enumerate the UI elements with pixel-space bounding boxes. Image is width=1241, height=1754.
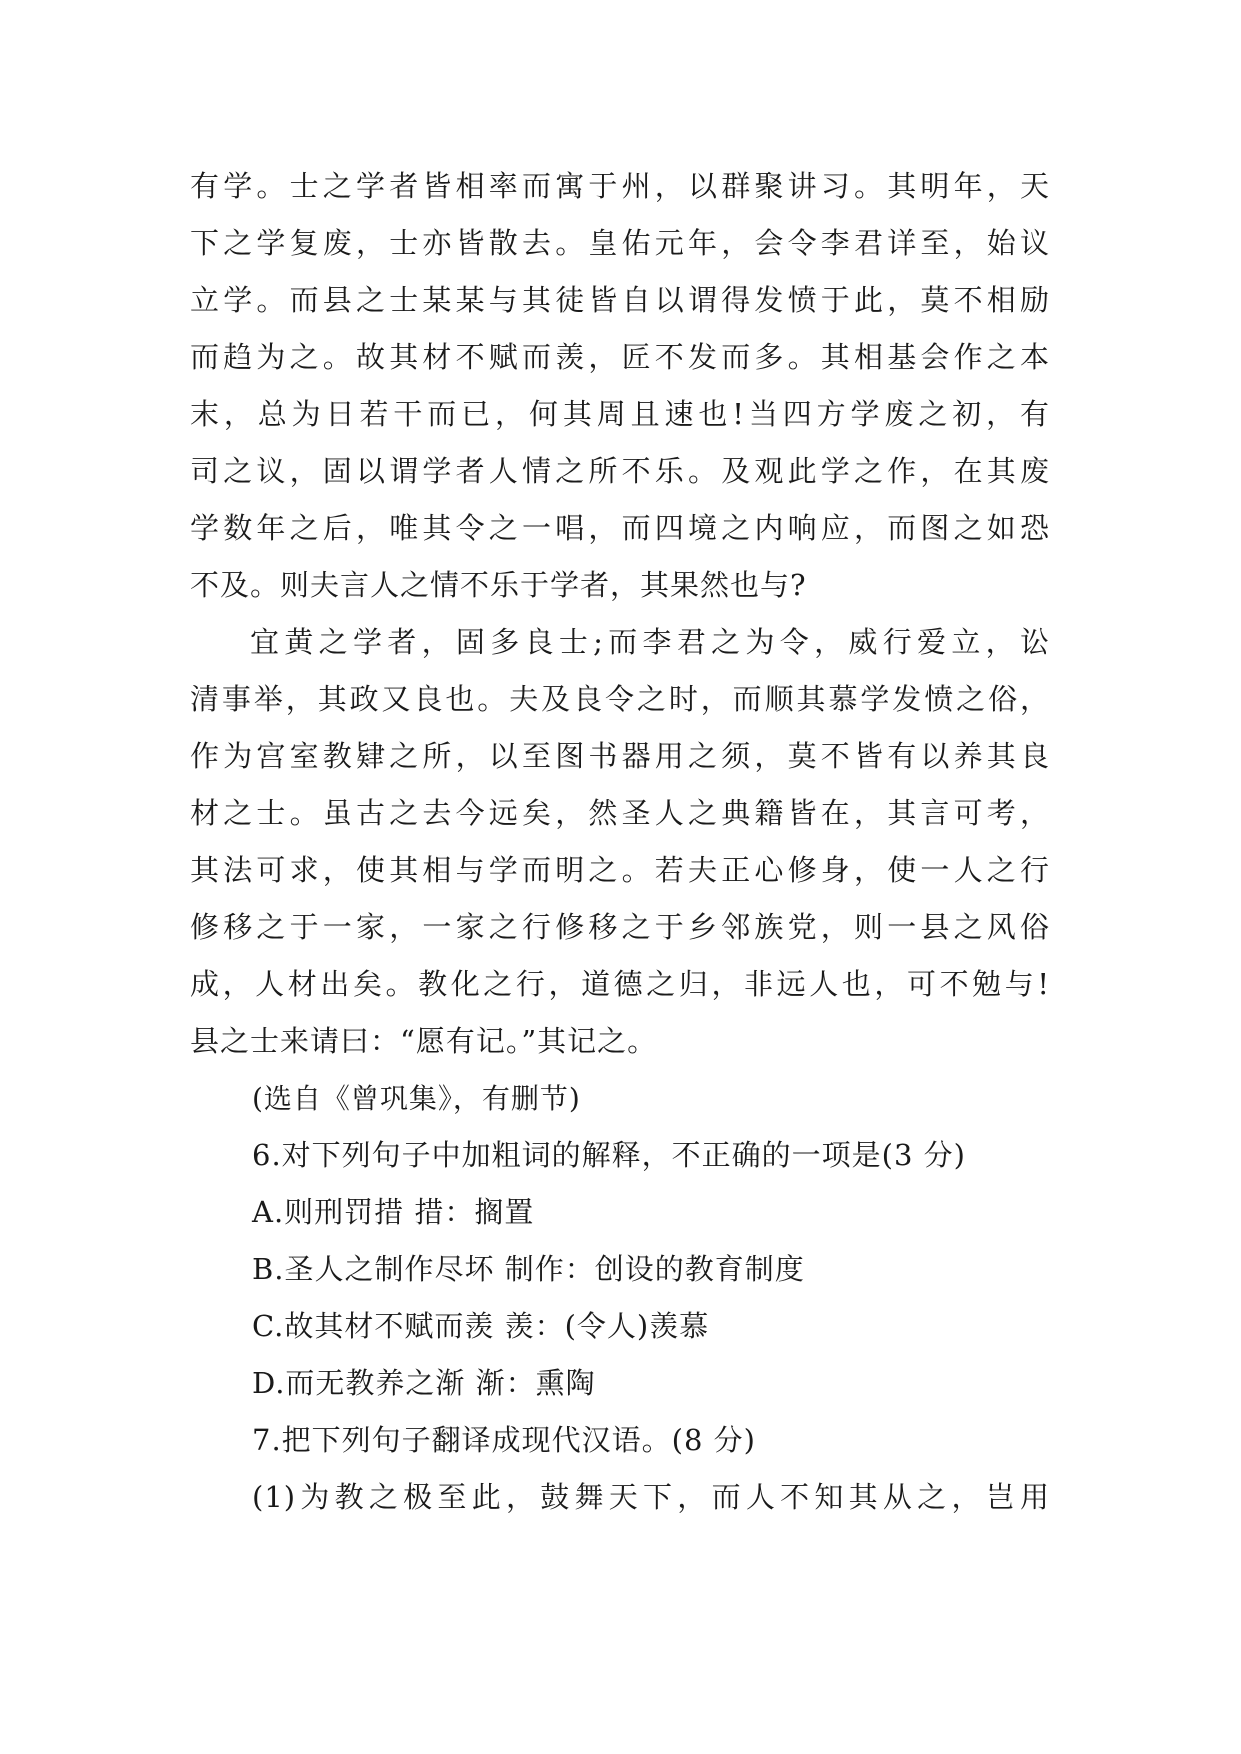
text-line: 作为宫室教肄之所，以至图书器用之须，莫不皆有以养其良 xyxy=(190,739,1050,773)
text-line: 而趋为之。故其材不赋而羡，匠不发而多。其相基会作之本 xyxy=(190,340,1050,374)
text-line: 司之议，固以谓学者人情之所不乐。及观此学之作，在其废 xyxy=(190,454,1050,488)
answer-option-b: B.圣人之制作尽坏 制作：创设的教育制度 xyxy=(252,1252,805,1286)
answer-option-a: A.则刑罚措 措：搁置 xyxy=(252,1195,535,1229)
text-line: 学数年之后，唯其令之一唱，而四境之内响应，而图之如恐 xyxy=(190,511,1050,545)
question-6 xyxy=(190,1127,1050,1412)
answer-option-d: D.而无教养之渐 渐：熏陶 xyxy=(252,1366,596,1400)
text-line: 修移之于一家，一家之行修移之于乡邻族党，则一县之风俗 xyxy=(190,910,1050,944)
text-line: 成，人材出矣。教化之行，道德之归，非远人也，可不勉与! xyxy=(190,967,1050,1001)
paragraph-2 xyxy=(190,614,1050,1070)
paragraph-1 xyxy=(190,158,1050,614)
text-line: 宜黄之学者，固多良士;而李君之为令，威行爱立，讼 xyxy=(250,625,1050,659)
text-line: 其法可求，使其相与学而明之。若夫正心修身，使一人之行 xyxy=(190,853,1050,887)
question-stem: 6.对下列句子中加粗词的解释，不正确的一项是(3 分) xyxy=(252,1138,966,1172)
document-body xyxy=(190,158,1050,1526)
question-stem: 7.把下列句子翻译成现代汉语。(8 分) xyxy=(252,1423,756,1457)
text-line: 清事举，其政又良也。夫及良令之时，而顺其慕学发愤之俗， xyxy=(190,682,1050,716)
text-line: 下之学复废，士亦皆散去。皇佑元年，会令李君详至，始议 xyxy=(190,226,1050,260)
text-line: 县之士来请曰：“愿有记。”其记之。 xyxy=(190,1024,658,1058)
question-item: (1)为教之极至此，鼓舞天下，而人不知其从之，岂用 xyxy=(252,1480,1050,1514)
text-line: 末，总为日若干而已，何其周且速也!当四方学废之初，有 xyxy=(190,397,1050,431)
text-line: 立学。而县之士某某与其徒皆自以谓得发愤于此，莫不相励 xyxy=(190,283,1050,317)
answer-option-c: C.故其材不赋而羡 羡：(令人)羡慕 xyxy=(252,1309,710,1343)
text-line: 不及。则夫言人之情不乐于学者，其果然也与? xyxy=(190,568,807,602)
source-citation: (选自《曾巩集》，有删节) xyxy=(252,1082,581,1115)
text-line: 有学。士之学者皆相率而寓于州，以群聚讲习。其明年，天 xyxy=(190,169,1050,203)
text-line: 材之士。虽古之去今远矣，然圣人之典籍皆在，其言可考， xyxy=(190,796,1050,830)
question-7 xyxy=(190,1412,1050,1526)
